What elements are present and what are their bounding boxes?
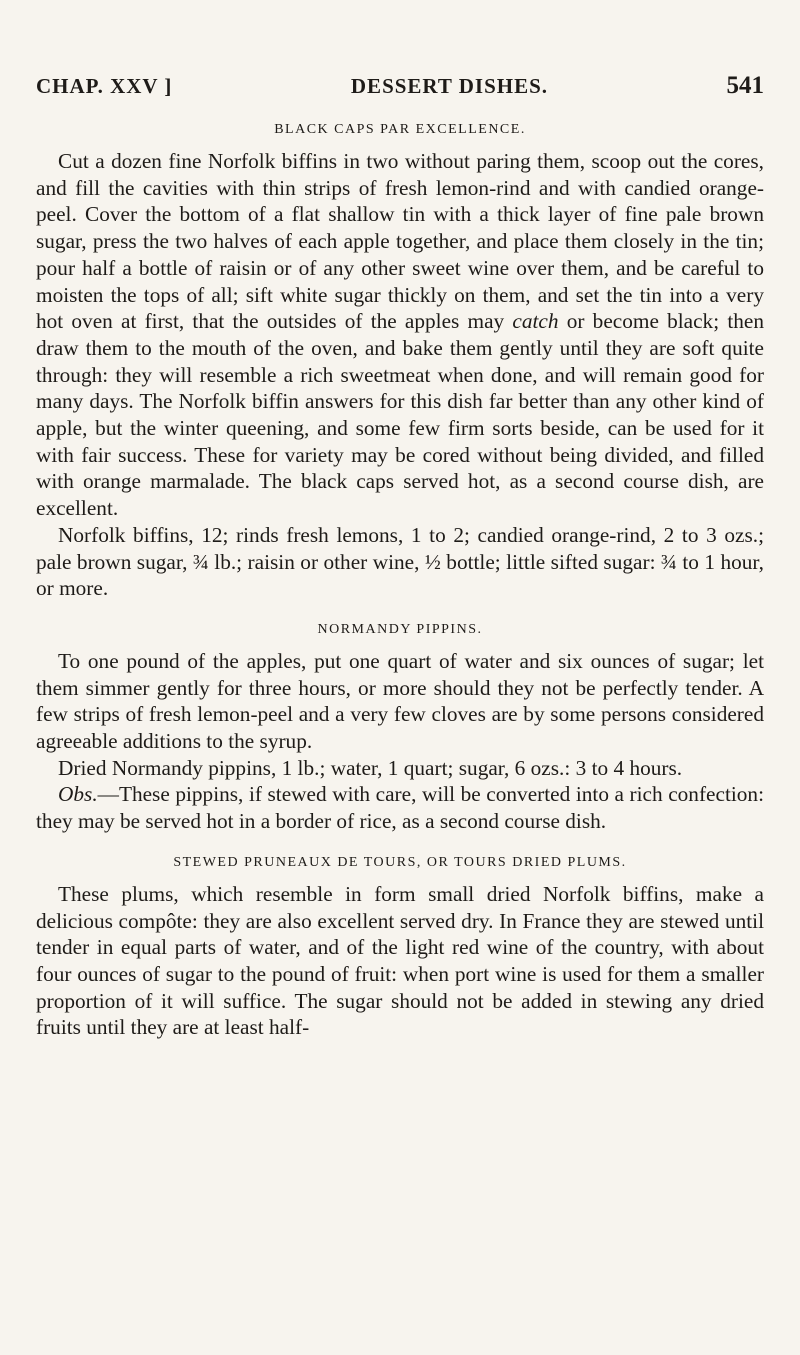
recipe-paragraph — [36, 148, 764, 522]
running-head — [36, 72, 764, 100]
ingredients-paragraph: Norfolk biffins, 12; rinds fresh lemons, 1 to 2; candied orange-rind, 2 to 3 ozs.; pale brown sugar, ¾ lb.; raisin or other wine, ½ bottle; little sifted sugar: ¾ to 1 hour, or more. — [36, 522, 764, 601]
section-title-pruneaux: STEWED PRUNEAUX DE TOURS, OR TOURS DRIED PLUMS. — [173, 854, 627, 870]
text-run: Cut a dozen fine Norfolk biffins in two without paring them, scoop out the cores, and fill the cavities with thin strips of fresh lemon-rind and with candied orange-peel. Cover the bottom of a flat shallow tin with a thick layer of fine pale brown sugar, press the two halves of each apple together, and place them closely in the tin; pour half a bottle of raisin or of any other sweet wine over them, and be careful to moisten the tops of all; sift white sugar thickly on them, and set the tin into a very hot oven at first, that the outsides of the apples may — [36, 149, 764, 334]
obs-label: Obs. — [58, 782, 98, 807]
observation-paragraph — [36, 781, 764, 834]
page-number: 541 — [726, 72, 764, 99]
recipe-paragraph: These plums, which resemble in form small dried Norfolk biffins, make a delicious compôte: they are also excellent served dry. In France they are stewed until tender in equal parts of water, and of the light red wine of the country, with about four ounces of sugar to the pound of fruit: when port wine is used for them a smaller proportion of it will suffice. The sugar should not be added in stewing any dried fruits until they are at least half- — [36, 881, 764, 1040]
section-title-black-caps: BLACK CAPS PAR EXCELLENCE. — [274, 122, 526, 137]
text-run: or become black; then draw them to the mouth of the oven, and bake them gently until they are soft quite through: they will resemble a rich sweetmeat when done, and will remain good for many days. The Norfolk biffin answers for this dish far better than any other kind of apple, but the winter queening, and some few firm sorts beside, can be used for it with fair success. These for variety may be cored without being divided, and filled with orange marmalade. The black caps served hot, as a second course dish, are excellent. — [36, 309, 764, 521]
italic-word: catch — [512, 309, 559, 334]
section-title-normandy-pippins: NORMANDY PIPPINS. — [317, 621, 483, 637]
text-run: —These pippins, if stewed with care, will be converted into a rich confection: they may be served hot in a border of rice, as a second course dish. — [36, 782, 764, 834]
recipe-paragraph: To one pound of the apples, put one quart of water and six ounces of sugar; let them simmer gently for three hours, or more should they not be perfectly tender. A few strips of fresh lemon-peel and a very few cloves are by some persons considered agreeable additions to the syrup. — [36, 648, 764, 754]
ingredients-paragraph: Dried Normandy pippins, 1 lb.; water, 1 quart; sugar, 6 ozs.: 3 to 4 hours. — [58, 755, 683, 780]
chapter-label: CHAP. XXV ] — [36, 74, 173, 98]
running-title: DESSERT DISHES. — [350, 74, 549, 98]
